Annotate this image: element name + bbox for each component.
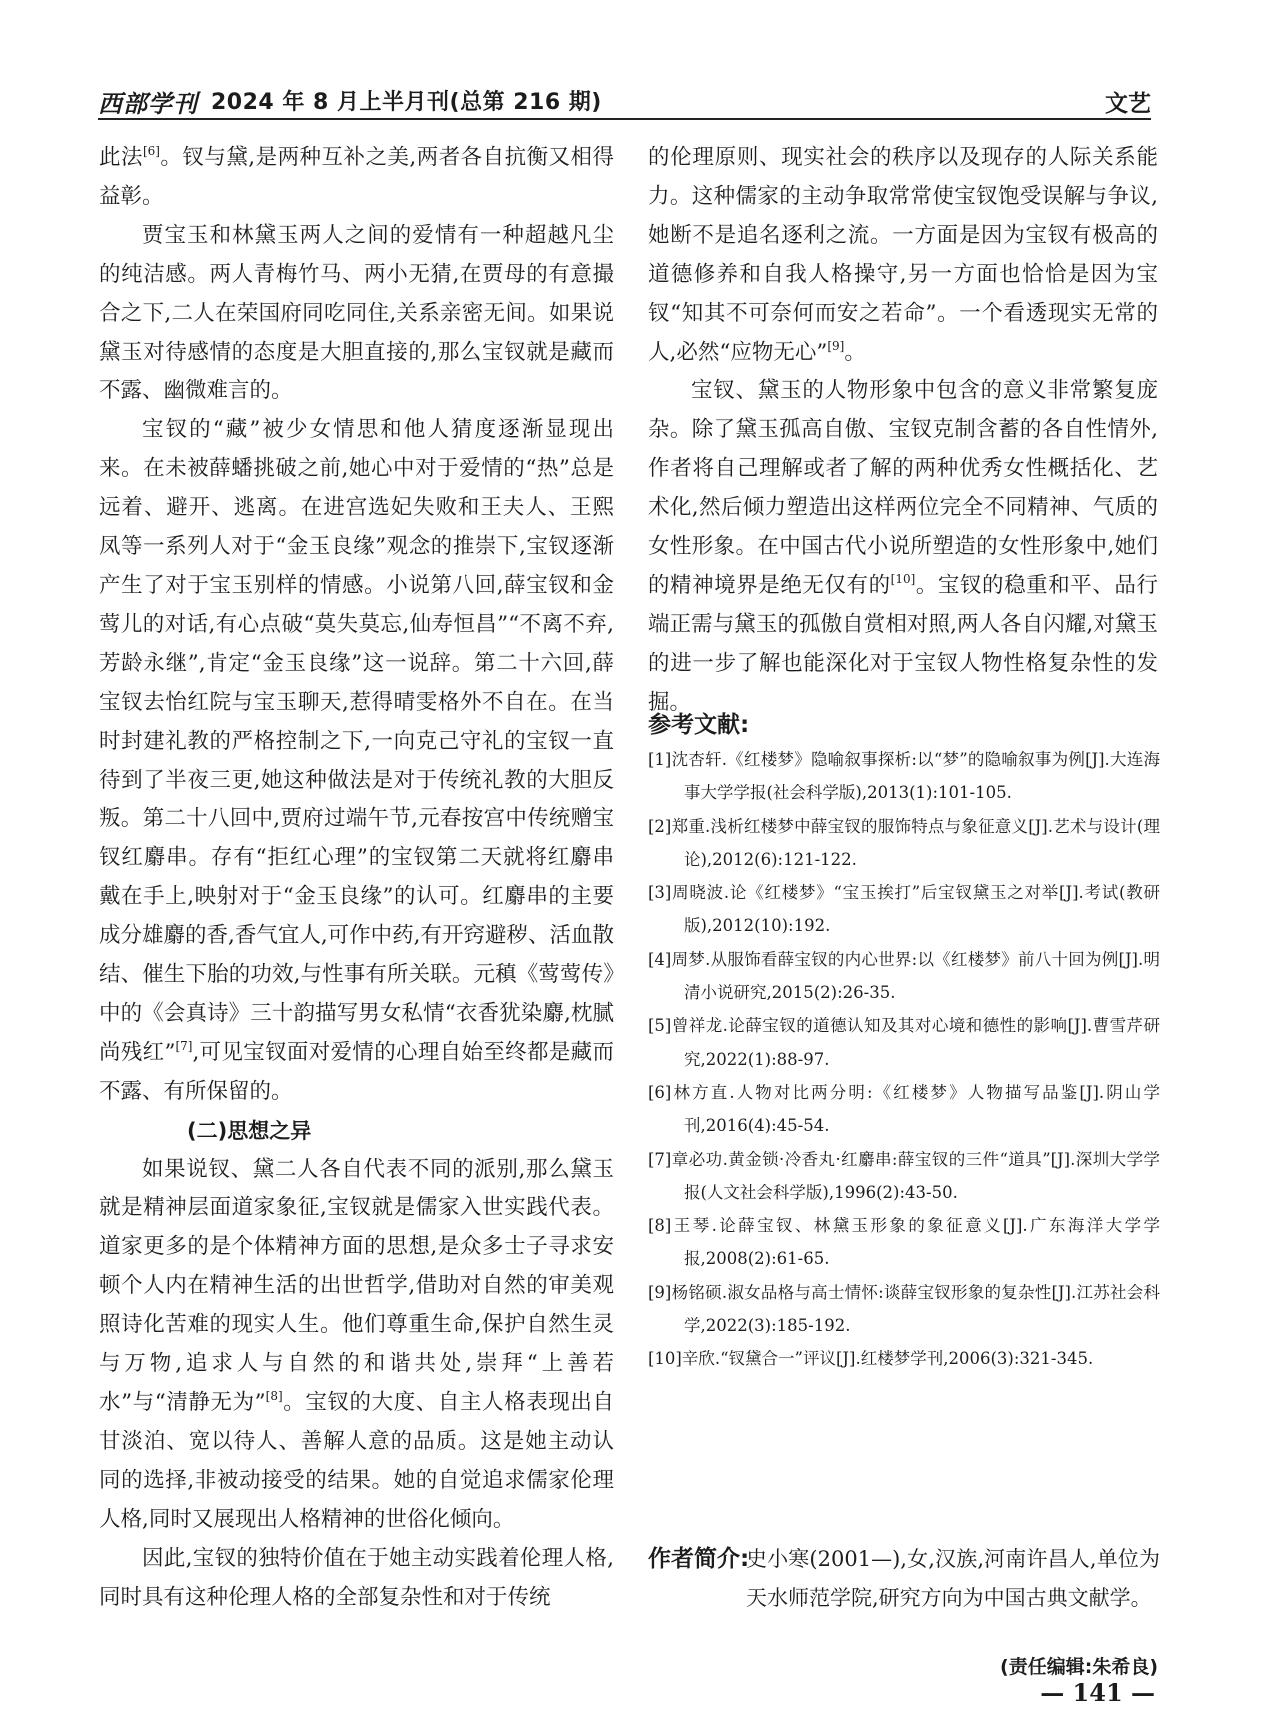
author-label: 作者简介: bbox=[648, 1546, 750, 1572]
paragraph: 此法[6]。钗与黛,是两种互补之美,两者各自抗衡又相得益彰。 bbox=[99, 144, 614, 209]
reference-item: [5]曾祥龙.论薛宝钗的道德认知及其对心境和德性的影响[J].曹雪芹研究,2022(1):88-97. bbox=[648, 1016, 1160, 1069]
reference-item: [1]沈杏轩.《红楼梦》隐喻叙事探析:以“梦”的隐喻叙事为例[J].大连海事大学学报(社会科学版),2013(1):101-105. bbox=[648, 750, 1160, 803]
citation: [6] bbox=[142, 144, 160, 158]
issue-info: 2024 年 8 月上半月刊(总第 216 期) bbox=[211, 90, 602, 115]
paragraph: 宝钗、黛玉的人物形象中包含的意义非常繁复庞杂。除了黛玉孤高自傲、宝钗克制含蓄的各自性情外,作者将自己理解或者了解的两种优秀女性概括化、艺术化,然后倾力塑造出这样两位完全不同精神、气质的女性形象。在中国古代小说所塑造的女性形象中,她们的精神境界是绝无仅有的[10]。宝钗的稳重和平、品行端正需与黛玉的孤傲自赏相对照,两人各自闪耀,对黛玉的进一步了解也能深化对于宝钗人物性格复杂性的发掘。 bbox=[648, 378, 1158, 715]
reference-item: [2]郑重.浅析红楼梦中薛宝钗的服饰特点与象征意义[J].艺术与设计(理论),2012(6):121-122. bbox=[648, 816, 1160, 869]
reference-item: [9]杨铭硕.淑女品格与高士情怀:谈薛宝钗形象的复杂性[J].江苏社会科学,2022(3):185-192. bbox=[648, 1282, 1160, 1336]
author-text: 史小寒(2001—),女,汉族,河南许昌人,单位为天水师范学院,研究方向为中国古典文献学。 bbox=[746, 1547, 1160, 1610]
paragraph: 因此,宝钗的独特价值在于她主动实践着伦理人格,同时具有这种伦理人格的全部复杂性和对于传统 bbox=[99, 1545, 614, 1610]
reference-item: [4]周梦.从服饰看薛宝钗的内心世界:以《红楼梦》前八十回为例[J].明清小说研究,2015(2):26-35. bbox=[648, 949, 1160, 1003]
references-title: 参考文献: bbox=[648, 712, 750, 738]
responsible-editor: (责任编辑:朱希良) bbox=[1000, 1656, 1158, 1678]
reference-item: [7]章必功.黄金锁·冷香丸·红麝串:薛宝钗的三件“道具”[J].深圳大学学报(人文社会科学版),1996(2):43-50. bbox=[648, 1149, 1160, 1202]
right-column bbox=[648, 139, 1158, 723]
page-number: — 141 — bbox=[1040, 1678, 1155, 1707]
citation: [8] bbox=[265, 1389, 283, 1403]
section-label: 文艺 bbox=[1105, 91, 1151, 117]
reference-item: [8]王琴.论薛宝钗、林黛玉形象的象征意义[J].广东海洋大学学报,2008(2):61-65. bbox=[648, 1216, 1160, 1269]
paragraph: 贾宝玉和林黛玉两人之间的爱情有一种超越凡尘的纯洁感。两人青梅竹马、两小无猜,在贾母的有意撮合之下,二人在荣国府同吃同住,关系亲密无间。如果说黛玉对待感情的态度是大胆直接的,那么宝钗就是藏而不露、幽微难言的。 bbox=[99, 222, 614, 404]
paragraph: 宝钗的“藏”被少女情思和他人猜度逐渐显现出来。在未被薛蟠挑破之前,她心中对于爱情的“热”总是远着、避开、逃离。在进宫选妃失败和王夫人、王熙凤等一系列人对于“金玉良缘”观念的推崇下,宝钗逐渐产生了对于宝玉别样的情感。小说第八回,薛宝钗和金莺儿的对话,有心点破“莫失莫忘,仙寿恒昌”“不离不弃,芳龄永继”,肯定“金玉良缘”这一说辞。第二十六回,薛宝钗去怡红院与宝玉聊天,惹得晴雯格外不自在。在当时封建礼教的严格控制之下,一向克己守礼的宝钗一直待到了半夜三更,她这种做法是对于传统礼教的大胆反叛。第二十八回中,贾府过端午节,元春按宫中传统赠宝钗红麝串。存有“拒红心理”的宝钗第二天就将红麝串戴在手上,映射对于“金玉良缘”的认可。红麝串的主要成分雄麝的香,香气宜人,可作中药,有开窍避秽、活血散结、催生下胎的功效,与性事有所关联。元稹《莺莺传》中的《会真诗》三十韵描写男女私情“衣香犹染麝,枕腻尚残红”[7],可见宝钗面对爱情的心理自始至终都是藏而不露、有所保留的。 bbox=[99, 417, 615, 1104]
section-subheading: (二)思想之异 bbox=[187, 1118, 312, 1143]
journal-logo: 西部学刊 bbox=[98, 89, 198, 118]
citation: [10] bbox=[890, 571, 916, 586]
page-header bbox=[98, 82, 1151, 122]
paragraph: 如果说钗、黛二人各自代表不同的派别,那么黛玉就是精神层面道家象征,宝钗就是儒家入世实践代表。道家更多的是个体精神方面的思想,是众多士子寻求安顿个人内在精神生活的出世哲学,借助对自然的审美观照诗化苦难的现实人生。他们尊重生命,保护自然生灵与万物,追求人与自然的和谐共处,崇拜“上善若水”与“清静无为”[8]。宝钗的大度、自主人格表现出自甘淡泊、宽以待人、善解人意的品质。这是她主动认同的选择,非被动接受的结果。她的自觉追求儒家伦理人格,同时又展现出人格精神的世俗化倾向。 bbox=[99, 1156, 614, 1532]
reference-item: [3]周晓波.论《红楼梦》“宝玉挨打”后宝钗黛玉之对举[J].考试(教研版),2012(10):192. bbox=[648, 883, 1160, 936]
references-list bbox=[648, 743, 1160, 1376]
left-column bbox=[99, 139, 614, 1617]
reference-item: [10]辛欣.“钗黛合一”评议[J].红楼梦学刊,2006(3):321-345. bbox=[648, 1349, 1094, 1369]
citation: [9] bbox=[827, 338, 845, 353]
paragraph: 的伦理原则、现实社会的秩序以及现存的人际关系能力。这种儒家的主动争取常常使宝钗饱受误解与争议,她断不是追名逐利之流。一方面是因为宝钗有极高的道德修养和自我人格操守,另一方面也恰恰是因为宝钗“知其不可奈何而安之若命”。一个看透现实无常的人,必然“应物无心”[9]。 bbox=[648, 145, 1158, 365]
author-bio bbox=[648, 1540, 1160, 1617]
header-rule bbox=[98, 118, 1151, 120]
reference-item: [6]林方直.人物对比两分明:《红楼梦》人物描写品鉴[J].阴山学刊,2016(4):45-54. bbox=[648, 1082, 1160, 1136]
citation: [7] bbox=[175, 1038, 193, 1053]
